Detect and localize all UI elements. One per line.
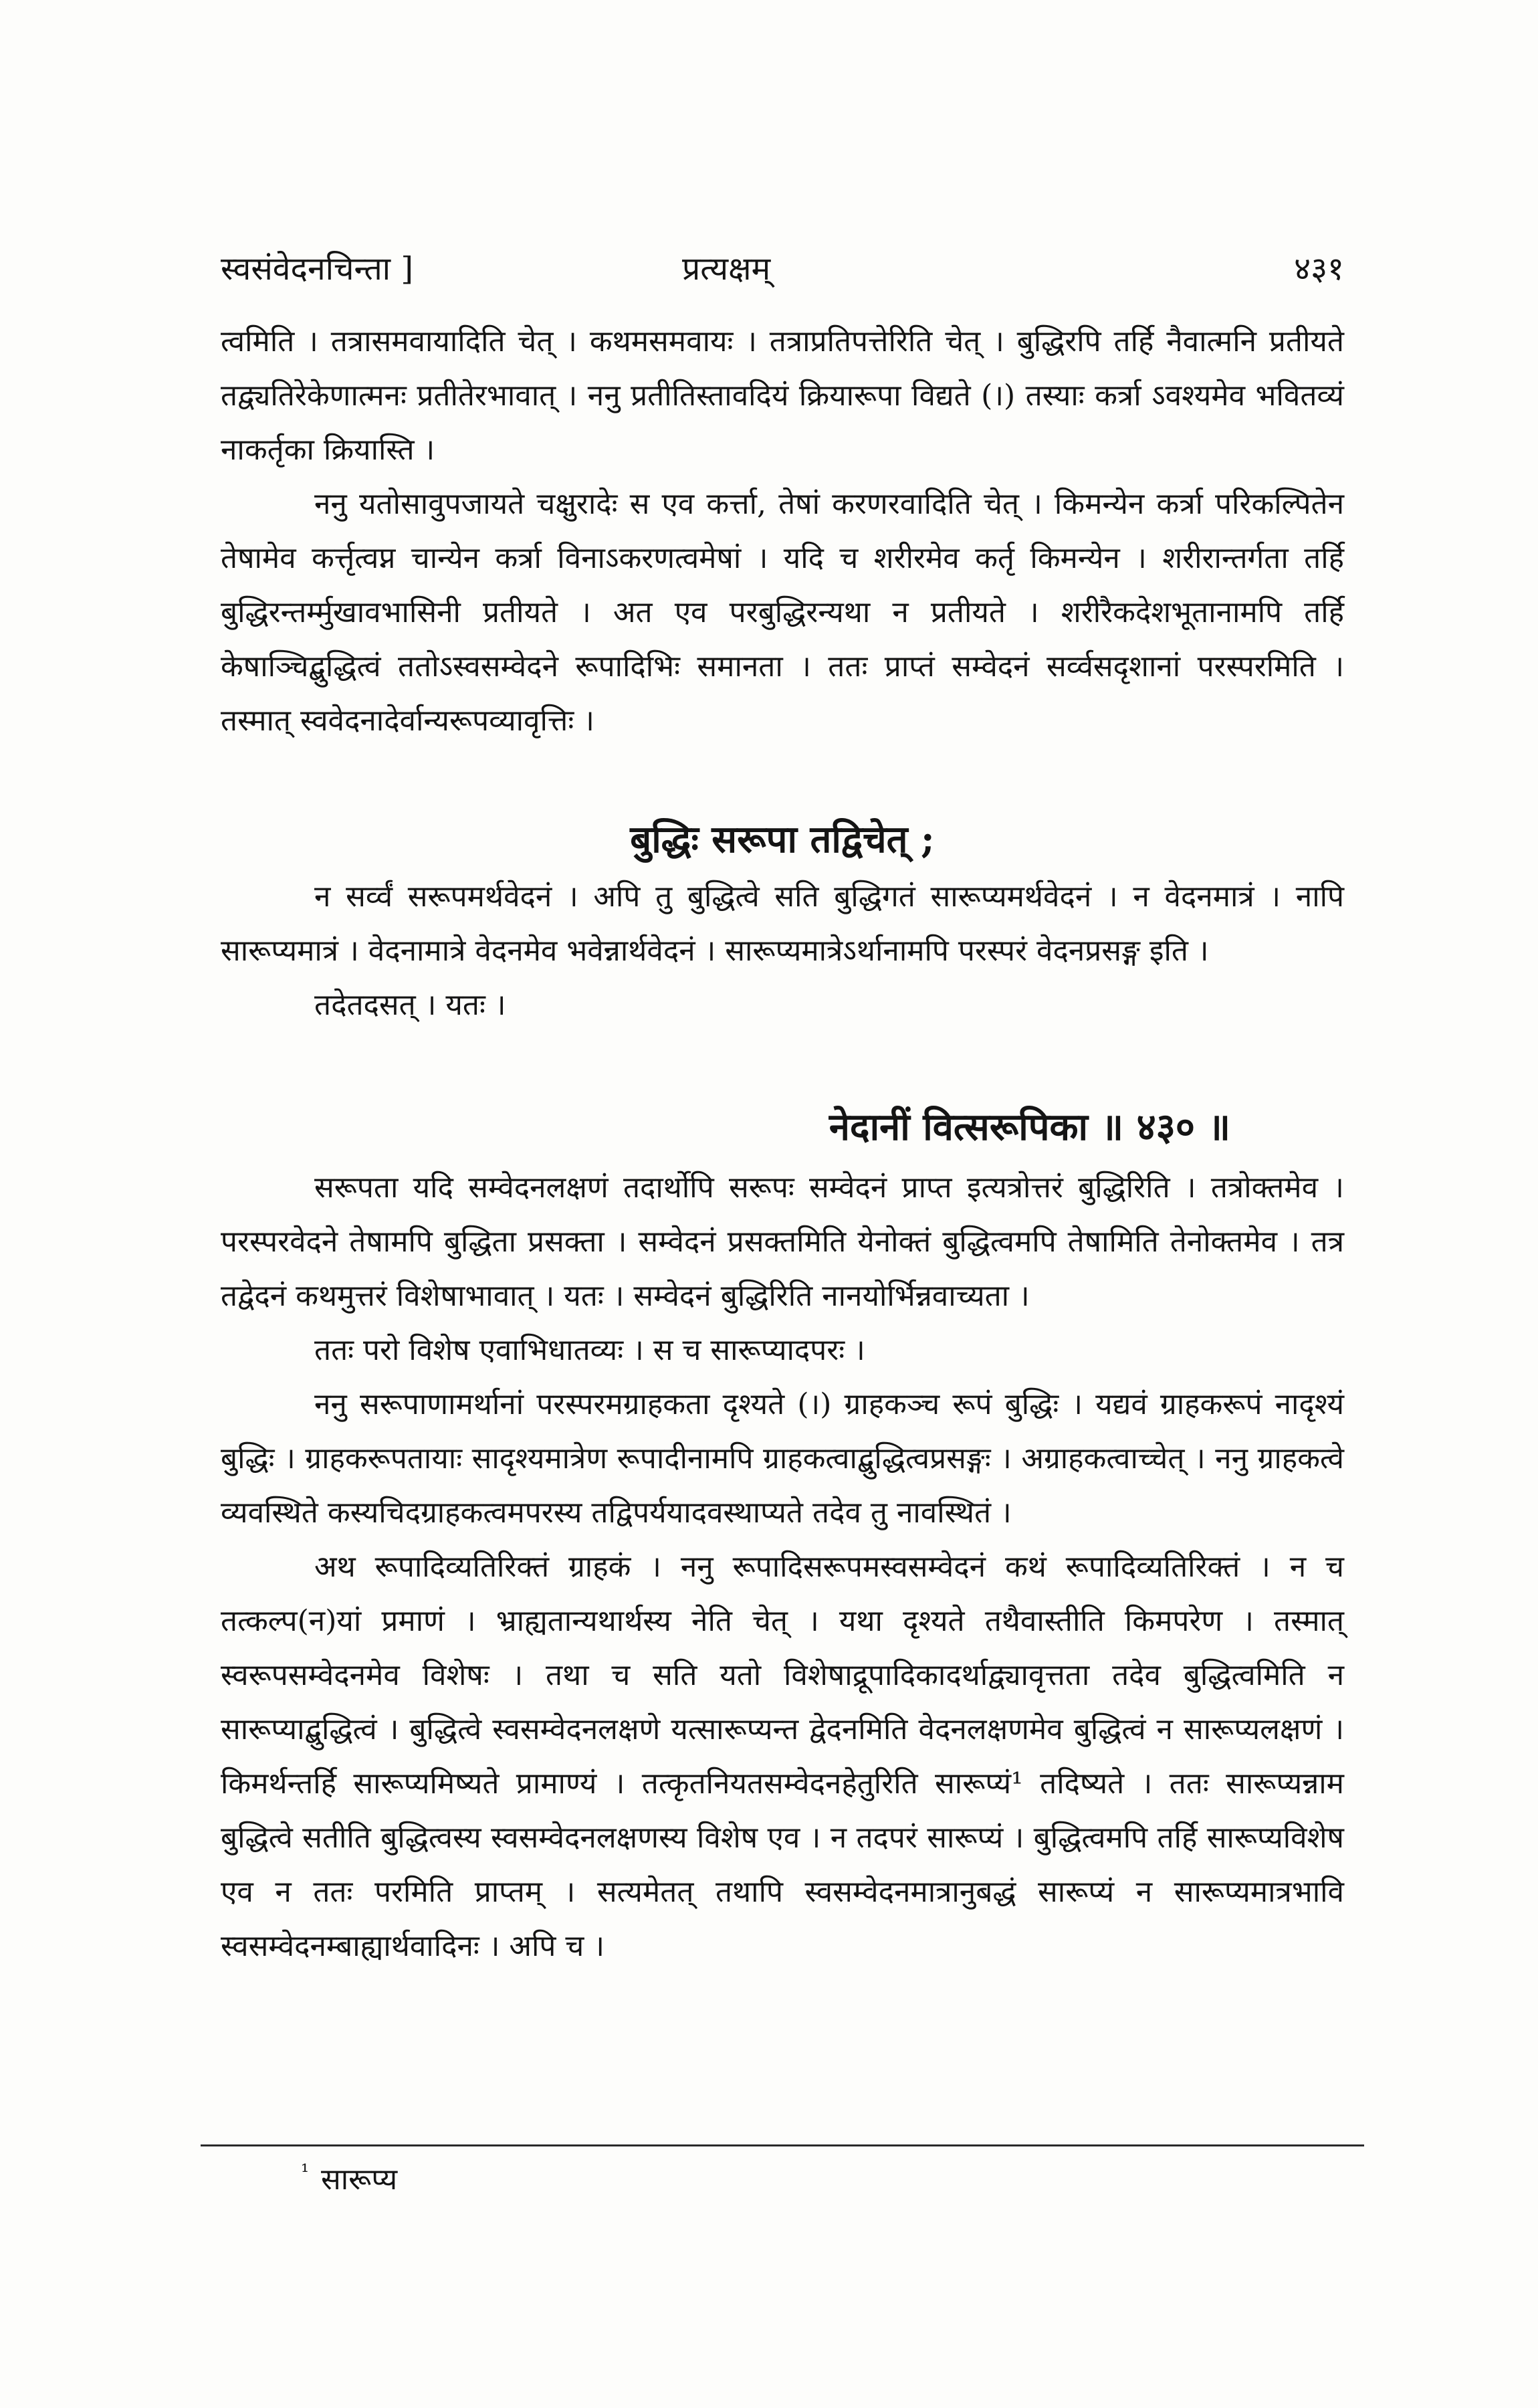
section-title: प्रत्यक्षम् [682, 250, 771, 288]
page-header [221, 246, 1344, 293]
footnote-text: सारूप्य [321, 2163, 398, 2197]
footnote [301, 2158, 397, 2198]
text-block-c [221, 1161, 1344, 1973]
paragraph: त्वमिति । तत्रासमवायादिति चेत् । कथमसमवायः । तत्राप्रतिपत्तेरिति चेत् । बुद्धिरपि तर्हि नैवात्मनि प्रतीयते तद्व्यतिरेकेणात्मनः प्रतीतेरभावात् । ननु प्रतीतिस्तावदियं क्रियारूपा विद्यते (।) तस्याः कर्त्रा ऽवश्यमेव भवितव्यं नाकर्तृका क्रियास्ति । [221, 324, 1344, 467]
footnote-divider [201, 2144, 1364, 2146]
text-block-a [221, 314, 1344, 748]
verse-heading: नेदानीं वित्सरूपिका ॥ ४३० ॥ [829, 1105, 1230, 1149]
paragraph: सरूपता यदि सम्वेदनलक्षणं तदार्थोपि सरूपः सम्वेदनं प्राप्त इत्यत्रोत्तरं बुद्धिरिति । तत्रोक्तमेव । परस्परवेदने तेषामपि बुद्धिता प्रसक्ता । सम्वेदनं प्रसक्तमिति येनोक्तं बुद्धित्वमपि तेषामिति तेनोक्तमेव । तत्र तद्वेदनं कथमुत्तरं विशेषाभावात् । यतः । सम्वेदनं बुद्धिरिति नानयोर्भिन्नवाच्यता । [221, 1171, 1344, 1313]
footnote-mark: ¹ [301, 2161, 310, 2185]
paragraph: न सर्व्वं सरूपमर्थवेदनं । अपि तु बुद्धित्वे सति बुद्धिगतं सारूप्यमर्थवेदनं । न वेदनमात्रं । नापि सारूप्यमात्रं । वेदनामात्रे वेदनमेव भवेन्नार्थवेदनं । सारूप्यमात्रेऽर्थानामपि परस्परं वेदनप्रसङ्ग इति । [221, 880, 1344, 968]
paragraph: ततः परो विशेष एवाभिधातव्यः । स च सारूप्यादपरः । [314, 1333, 865, 1367]
paragraph: ननु यतोसावुपजायते चक्षुरादेः स एव कर्त्ता, तेषां करणरवादिति चेत् । किमन्येन कर्त्रा परिकल्पितेन तेषामेव कर्त्तृत्वप्न चान्येन कर्त्रा विनाऽकरणत्वमेषां । यदि च शरीरमेव कर्तृ किमन्येन । शरीरान्तर्गता तर्हि बुद्धिरन्तर्म्मुखावभासिनी प्रतीयते । अत एव परबुद्धिरन्यथा न प्रतीयते । शरीरैकदेशभूतानामपि तर्हि केषाञ्चिद्बुद्धित्वं ततोऽस्वसम्वेदने रूपादिभिः समानता । ततः प्राप्तं सम्वेदनं सर्व्वसदृशानां परस्परमिति । तस्मात् स्ववेदनादेर्वान्यरूपव्यावृत्तिः । [221, 487, 1344, 738]
running-title: स्वसंवेदनचिन्ता ] [221, 250, 414, 288]
text-block-b [221, 870, 1344, 1032]
verse-heading: बुद्धिः सरूपा तद्विचेत् ; [630, 817, 935, 862]
page-number: ४३१ [1294, 250, 1344, 288]
paragraph: तदेतदसत् । यतः । [314, 988, 506, 1022]
paragraph: अथ रूपादिव्यतिरिक्तं ग्राहकं । ननु रूपादिसरूपमस्वसम्वेदनं कथं रूपादिव्यतिरिक्तं । न च तत्कल्प(न)यां प्रमाणं । भ्राह्यतान्यथार्थस्य नेति चेत् । यथा दृश्यते तथैवास्तीति किमपरेण । तस्मात् स्वरूपसम्वेदनमेव विशेषः । तथा च सति यतो विशेषाद्रूपादिकादर्थाद्व्यावृत्तता तदेव बुद्धित्वमिति न सारूप्याद्बुद्धित्वं । बुद्धित्वे स्वसम्वेदनलक्षणे यत्सारूप्यन्त द्वेदनमिति वेदनलक्षणमेव बुद्धित्वं न सारूप्यलक्षणं । किमर्थन्तर्हि सारूप्यमिष्यते प्रामाण्यं । तत्कृतनियतसम्वेदनहेतुरिति सारूप्यं¹ तदिष्यते । ततः सारूप्यन्नाम बुद्धित्वे सतीति बुद्धित्वस्य स्वसम्वेदनलक्षणस्य विशेष एव । न तदपरं सारूप्यं । बुद्धित्वमपि तर्हि सारूप्यविशेष एव न ततः परमिति प्राप्तम् । सत्यमेतत् तथापि स्वसम्वेदनमात्रानुबद्धं सारूप्यं न सारूप्यमात्रभावि स्वसम्वेदनम्बाह्यार्थवादिनः । अपि च । [221, 1550, 1344, 1963]
paragraph: ननु सरूपाणामर्थानां परस्परमग्राहकता दृश्यते (।) ग्राहकञ्च रूपं बुद्धिः । यद्यवं ग्राहकरूपं नादृश्यं बुद्धिः । ग्राहकरूपतायाः सादृश्यमात्रेण रूपादीनामपि ग्राहकत्वाद्बुद्धित्वप्रसङ्गः । अग्राहकत्वाच्चेत् । ननु ग्राहकत्वे व्यवस्थिते कस्यचिदग्राहकत्वमपरस्य तद्विपर्ययादवस्थाप्यते तदेव तु नावस्थितं । [221, 1387, 1344, 1530]
